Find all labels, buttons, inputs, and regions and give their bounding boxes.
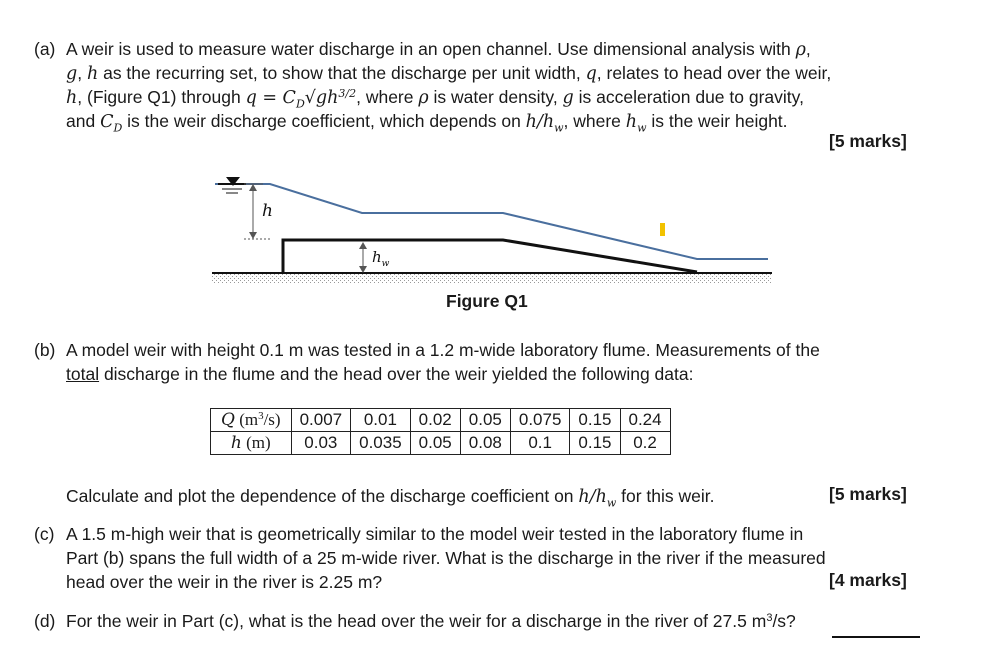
table-cell: 0.007 (291, 409, 351, 432)
part-a-label: (a) (34, 39, 56, 59)
part-d-label: (d) (34, 611, 56, 631)
part-c-line-2: Part (b) spans the full width of a 25 m-wide river. What is the discharge in the river if the measured (66, 548, 826, 568)
part-d-line-1: For the weir in Part (c), what is the head over the weir for a discharge in the river of 27.5 $m^3/s$? (66, 611, 796, 631)
table-cell: 0.03 (291, 432, 351, 455)
equation: $q = C_D√gh^{3/2}$ (245, 87, 357, 111)
hw-label: $h_w$ (372, 248, 390, 269)
table-cell: 0.08 (460, 432, 510, 455)
channel-bed (212, 273, 772, 284)
part-a-line-3: h, (Figure Q1) through $q = C_D√gh^{3/2}$, where ρ is water density, g is acceleration due to gravity, (66, 87, 804, 111)
part-a-line-1: A weir is used to measure water discharge in an open channel. Use dimensional analysis with ρ, (66, 39, 811, 60)
cut-off-marks (832, 636, 920, 641)
table-cell: 0.05 (460, 409, 510, 432)
part-c-label: (c) (34, 524, 55, 544)
h-label: h (262, 201, 273, 221)
table-cell: 0.15 (570, 432, 620, 455)
table-cell: 0.05 (410, 432, 460, 455)
table-row (211, 432, 671, 455)
water-surface (215, 184, 768, 259)
data-table (210, 408, 671, 455)
part-b-line-1: A model weir with height 0.1 m was tested in a 1.2 m-wide laboratory flume. Measurements of the (66, 340, 820, 360)
highlight-marker (660, 223, 665, 236)
part-b-marks: [5 marks] (829, 484, 907, 504)
part-c-line-1: A 1.5 m-high weir that is geometrically similar to the model weir tested in the laboratory flume in (66, 524, 804, 544)
table-cell: 0.02 (410, 409, 460, 432)
table-cell: 0.1 (510, 432, 570, 455)
part-a-marks: [5 marks] (829, 131, 907, 151)
figure-q1 (0, 0, 1006, 300)
table-cell: 0.2 (620, 432, 670, 455)
part-b-calc: Calculate and plot the dependence of the discharge coefficient on $h/h_w$ for this weir. (66, 486, 715, 510)
part-c-line-3: head over the weir in the river is 2.25 m? (66, 572, 383, 592)
table-cell: 0.075 (510, 409, 570, 432)
table-row (211, 409, 671, 432)
table-header-q: Q $(m^3/s)$ (211, 409, 292, 432)
part-a-line-4: and $C_D$ is the weir discharge coefficient, which depends on $h/h_w$, where $h_w$ is the weir height. (66, 111, 788, 135)
table-cell: 0.01 (351, 409, 411, 432)
table-header-h: h (m) (211, 432, 292, 455)
part-c-marks: [4 marks] (829, 570, 907, 590)
table-cell: 0.15 (570, 409, 620, 432)
table-cell: 0.035 (351, 432, 411, 455)
figure-caption: Figure Q1 (446, 291, 528, 311)
table-cell: 0.24 (620, 409, 670, 432)
part-a-line-2: g, h as the recurring set, to show that the discharge per unit width, q, relates to head over the weir, (66, 63, 832, 84)
part-b-label: (b) (34, 340, 56, 360)
part-b-line-2: total discharge in the flume and the head over the weir yielded the following data: (66, 364, 694, 384)
